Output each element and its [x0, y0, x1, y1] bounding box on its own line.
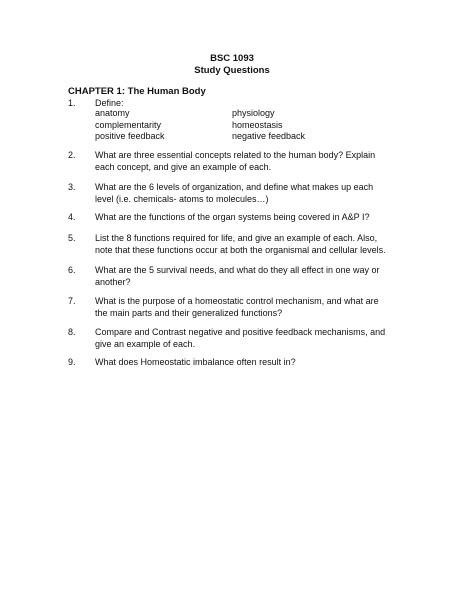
question-line: What are the 6 levels of organization, and define what makes up each	[95, 182, 374, 192]
question-line: What are three essential concepts related to the human body? Explain	[95, 150, 376, 160]
question-text	[95, 233, 395, 256]
question-text	[95, 327, 395, 350]
question-line: the main parts and their generalized functions?	[95, 307, 283, 318]
question-line: What are the functions of the organ systems being covered in A&P I?	[95, 212, 370, 222]
term: anatomy	[95, 108, 130, 118]
document-subtitle: Study Questions	[194, 65, 270, 76]
term: homeostasis	[232, 119, 283, 130]
question-line: level (i.e. chemicals- atoms to molecules…)	[95, 193, 269, 204]
question-number: 1.	[68, 98, 76, 108]
question-text	[95, 296, 395, 319]
question-text: Define:	[95, 98, 124, 108]
question-line: each concept, and give an example of each.	[95, 161, 272, 172]
course-code: BSC 1093	[210, 53, 254, 64]
question-number: 3.	[68, 182, 76, 192]
question-line: note that these functions occur at both the organismal and cellular levels.	[95, 244, 386, 255]
question-number: 6.	[68, 265, 76, 275]
question-number: 8.	[68, 327, 76, 337]
question-number: 2.	[68, 150, 76, 160]
question-number: 4.	[68, 212, 76, 222]
term: physiology	[232, 108, 275, 118]
question-line: Compare and Contrast negative and positive feedback mechanisms, and	[95, 327, 386, 337]
question-text	[95, 182, 395, 205]
question-line: List the 8 functions required for life, and give an example of each. Also,	[95, 233, 378, 243]
term: negative feedback	[232, 131, 306, 141]
question-number: 9.	[68, 357, 76, 367]
question-text	[95, 150, 395, 173]
term: positive feedback	[95, 131, 165, 141]
question-text	[95, 212, 395, 224]
question-text	[95, 357, 395, 369]
question-line: What are the 5 survival needs, and what do they all effect in one way or	[95, 265, 380, 275]
question-number: 5.	[68, 233, 76, 243]
question-line: What is the purpose of a homeostatic control mechanism, and what are	[95, 296, 379, 306]
question-line: give an example of each.	[95, 338, 196, 349]
question-line: another?	[95, 276, 131, 287]
document-title	[0, 53, 464, 77]
question-text	[95, 265, 395, 288]
chapter-heading: CHAPTER 1: The Human Body	[68, 86, 206, 97]
term: complementarity	[95, 119, 162, 130]
question-number: 7.	[68, 296, 76, 306]
question-line: What does Homeostatic imbalance often result in?	[95, 357, 296, 367]
